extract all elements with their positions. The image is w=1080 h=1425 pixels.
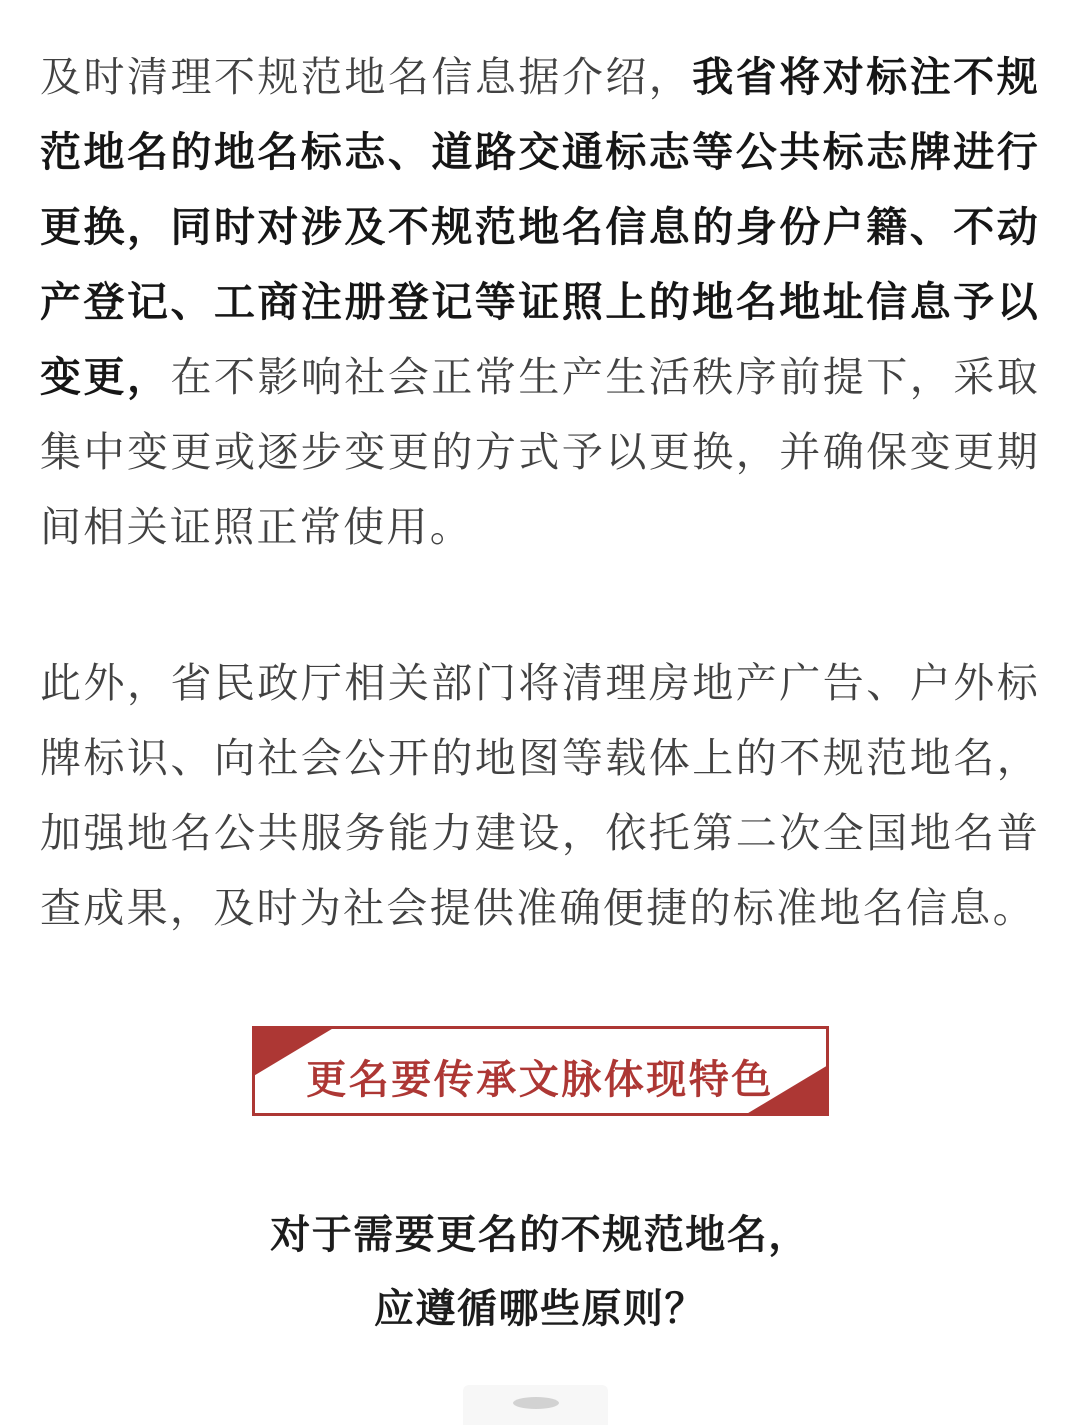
image-peek-smudge — [513, 1397, 559, 1409]
section-banner — [252, 1026, 829, 1116]
question-heading-line-2: 应遵循哪些原则？ — [374, 1287, 706, 1331]
article-body — [0, 40, 1080, 946]
question-heading — [0, 1198, 1080, 1346]
next-section-image-peek — [463, 1385, 608, 1425]
section-banner-title: 更名要传承文脉体现特色 — [306, 1057, 774, 1102]
question-heading-line-1: 对于需要更名的不规范地名， — [270, 1213, 810, 1257]
paragraph-intro-text: 及时清理不规范地名信息据介绍， — [40, 54, 693, 100]
paragraph-rectification-measures — [40, 40, 1040, 565]
paragraph-bold-emphasis-text: 我省将对标注不规范地名的地名标志、道路交通标志等公共标志牌进行更换，同时对涉及不规范地名信息的身份户籍、不动产登记、工商注册登记等证照上的地名地址信息予以变更， — [40, 54, 1040, 400]
article-page — [0, 40, 1080, 1401]
paragraph-media-cleanup: 此外，省民政厅相关部门将清理房地产广告、户外标牌标识、向社会公开的地图等载体上的不规范地名，加强地名公共服务能力建设，依托第二次全国地名普查成果，及时为社会提供准确便捷的标准地名信息。 — [40, 660, 1040, 931]
paragraph-closing-text: 在不影响社会正常生产生活秩序前提下，采取集中变更或逐步变更的方式予以更换，并确保变更期间相关证照正常使用。 — [40, 354, 1041, 550]
